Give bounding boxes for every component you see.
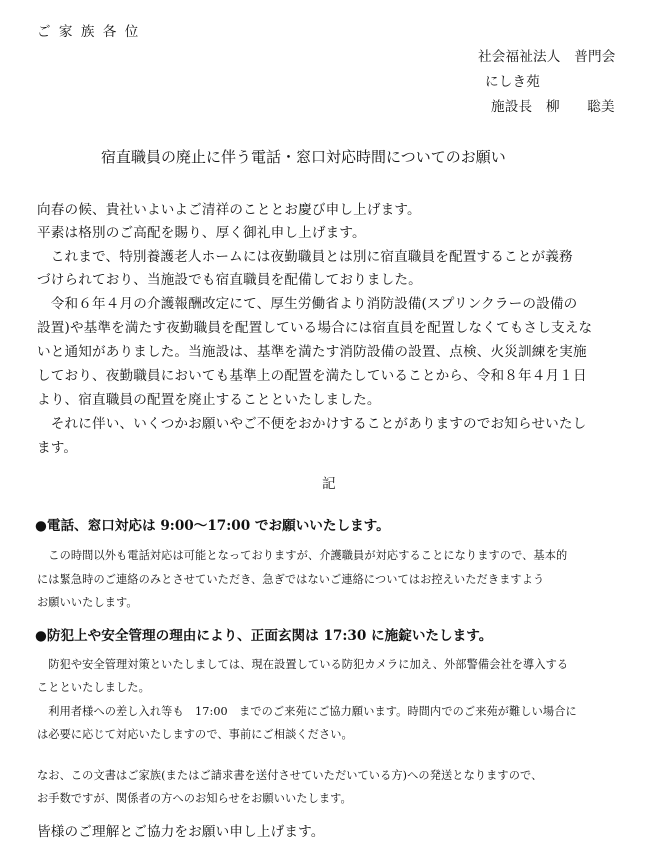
intro-line: これまで、特別養護老人ホームには夜勤職員とは別に宿直職員を配置することが義務 [37,249,573,265]
intro-line: 向春の候、貴社いよいよご清祥のこととお慶び申し上げます。 [37,202,421,218]
sender-org: 社会福祉法人 普門会 [478,49,616,65]
sender-facility: にしき苑 [485,74,540,90]
document-title: 宿直職員の廃止に伴う電話・窓口対応時間についてのお願い [101,148,506,166]
intro-line: 令和６年４月の介護報酬改定にて、厚生労働省より消防設備(スプリンクラーの設備の [37,296,578,312]
note-line: お手数ですが、関係者の方へのお知らせをお願いいたします。 [37,792,352,805]
section-line: この時間以外も電話対応は可能となっておりますが、介護職員が対応することになりますので、基本的 [37,549,568,562]
sender-director: 施設長 柳 聡美 [491,99,615,115]
section-line: は必要に応じて対応いたしますので、事前にご相談ください。 [37,728,353,741]
section-heading: ●防犯上や安全管理の理由により、正面玄関は 17:30 に施錠いたします。 [35,628,493,644]
intro-line: いと通知がありました。当施設は、基準を満たす消防設備の設置、点検、火災訓練を実施 [37,344,587,360]
section-heading: ●電話、窓口対応は 9:00〜17:00 でお願いいたします。 [35,518,390,534]
intro-line: 平素は格別のご高配を賜り、厚く御礼申し上げます。 [37,225,366,241]
section-line: お願いいたします。 [37,596,138,609]
intro-line: それに伴い、いくつかお願いやご不便をおかけすることがありますのでお知らせいたし [37,416,587,432]
intro-line: ます。 [37,440,78,456]
intro-line: づけられており、当施設でも宿直職員を配備しておりました。 [37,272,422,288]
ki-marker: 記 [322,476,336,492]
addressee: ご 家 族 各 位 [37,24,141,40]
section-line: 利用者様への差し入れ等も 17:00 までのご来苑にご協力願います。時間内でのご来苑が難しい場合に [37,705,577,718]
note-line: なお、この文書はご家族(またはご請求書を送付させていただいている方)への発送となりますので、 [37,769,543,782]
section-line: には緊急時のご連絡のみとさせていただき、急ぎではないご連絡についてはお控えいただきますよう [37,573,545,586]
section-line: ことといたしました。 [37,681,150,694]
intro-line: より、宿直職員の配置を廃止することといたしました。 [37,392,381,408]
closing-text: 皆様のご理解とご協力をお願い申し上げます。 [37,824,325,840]
section-line: 防犯や安全管理対策といたしましては、現在設置している防犯カメラに加え、外部警備会社を導入する [37,658,569,671]
intro-line: しており、夜勤職員においても基準上の配置を満たしていることから、令和８年４月１日 [37,368,587,384]
intro-line: 設置)や基準を満たす夜勤職員を配置している場合には宿直員を配置しなくてもさし支えな [37,320,593,336]
